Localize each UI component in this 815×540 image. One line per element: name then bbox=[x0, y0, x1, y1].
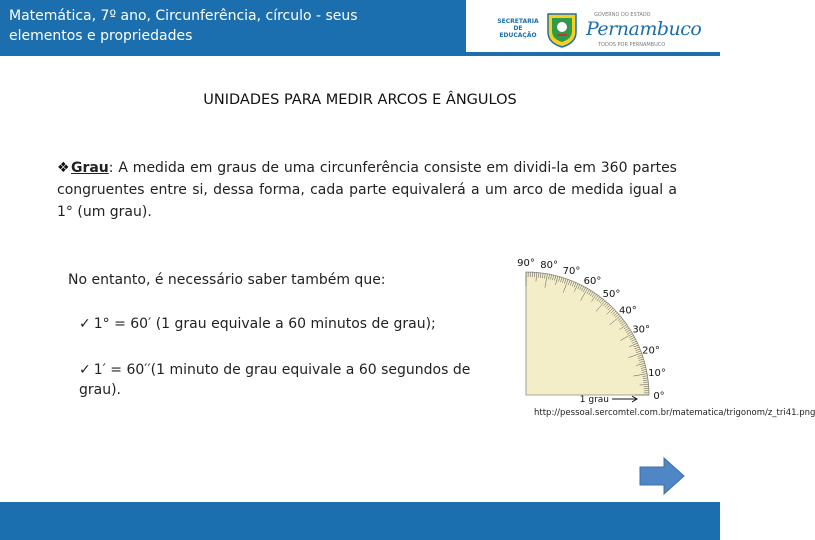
term-colon: : bbox=[108, 160, 114, 176]
degree-label: 30° bbox=[632, 324, 651, 336]
secretaria-line1: SECRETARIA bbox=[497, 18, 539, 25]
degree-label: 80° bbox=[540, 260, 558, 272]
degree-label: 70° bbox=[562, 266, 581, 278]
header-title bbox=[9, 6, 449, 46]
list-item bbox=[79, 360, 497, 400]
degree-label: 50° bbox=[602, 289, 621, 301]
degree-label: 40° bbox=[619, 305, 637, 317]
degree-label: 10° bbox=[648, 367, 666, 379]
degree-label: 20° bbox=[642, 345, 660, 357]
degree-label: 0° bbox=[653, 391, 665, 402]
pernambuco-text: Pernambuco bbox=[586, 18, 702, 40]
list-item bbox=[79, 316, 436, 332]
slide-title: UNIDADES PARA MEDIR ARCOS E ÂNGULOS bbox=[203, 92, 517, 108]
term-grau: Grau bbox=[70, 160, 109, 176]
diamond-bullet-icon: ❖ bbox=[57, 160, 70, 176]
next-arrow-icon[interactable] bbox=[638, 456, 686, 496]
header-title-line1: Matemática, 7º ano, Circunferência, círculo - seus bbox=[9, 8, 358, 24]
list-item-text: 1′ = 60′′(1 minuto de grau equivale a 60 segundos de grau). bbox=[79, 362, 471, 398]
image-source: http://pessoal.sercomtel.com.br/matematica/trigonom/z_tri41.png bbox=[534, 408, 815, 418]
definition-paragraph bbox=[57, 157, 677, 223]
subtitle: No entanto, é necessário saber também que: bbox=[68, 272, 386, 288]
check-icon: ✓ bbox=[79, 362, 91, 378]
degree-label: 90° bbox=[517, 258, 535, 269]
arrow-right-icon bbox=[612, 396, 637, 402]
header-title-line2: elementos e propriedades bbox=[9, 28, 193, 44]
protractor-figure bbox=[512, 252, 697, 407]
header bbox=[0, 0, 720, 62]
protractor-quadrant bbox=[526, 272, 649, 395]
secretaria-line2: DE EDUCAÇÃO bbox=[499, 25, 537, 39]
check-icon: ✓ bbox=[79, 316, 91, 332]
one-degree-label: 1 grau bbox=[579, 395, 609, 405]
degree-label: 60° bbox=[583, 275, 602, 287]
header-underline bbox=[0, 52, 720, 56]
footer-band bbox=[0, 502, 720, 540]
definition-text: A medida em graus de uma circunferência consiste em dividi-la em 360 partes congruentes entre si, dessa forma, cada parte equivalerá a um arco de medida igual a 1° (um grau). bbox=[57, 160, 677, 220]
pernambuco-logo bbox=[584, 12, 702, 52]
governo-text: GOVERNO DO ESTADO bbox=[594, 12, 651, 18]
secretaria-logo bbox=[496, 18, 540, 39]
state-seal-icon bbox=[545, 10, 579, 48]
list-item-text: 1° = 60′ (1 grau equivale a 60 minutos de grau); bbox=[93, 316, 436, 332]
pe-tagline: TODOS POR PERNAMBUCO bbox=[598, 42, 666, 48]
